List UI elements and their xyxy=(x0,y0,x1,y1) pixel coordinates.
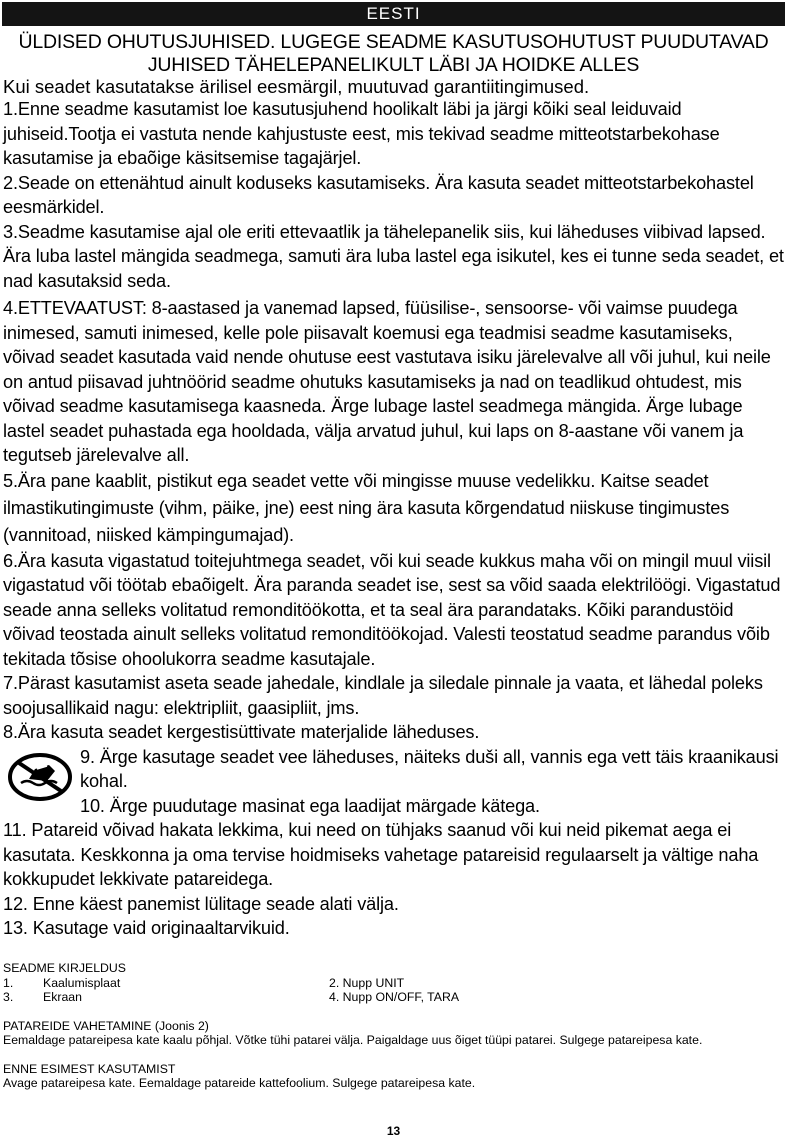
water-warning-block xyxy=(3,745,785,819)
page-number: 13 xyxy=(386,1124,401,1138)
instruction-9: 9. Ärge kasutage seadet vee läheduses, näiteks duši all, vannis ega vett täis kraanikausi kohal. xyxy=(80,746,779,791)
part-label: 2. Nupp UNIT xyxy=(329,975,405,990)
part-number: 3. xyxy=(3,990,14,1004)
instruction-1: 1.Enne seadme kasutamist loe kasutusjuhend hoolikalt läbi ja järgi kõiki seal leiduvaid juhiseid.Tootja ei vastuta nende kahjustuste eest, mis tekivad seadme mitteotstarbekohase kasutamise ja ebaõige käsitsemise tagajärjel. xyxy=(3,99,720,168)
instruction-13: 13. Kasutage vaid originaaltarvikuid. xyxy=(3,918,290,938)
product-info xyxy=(3,961,783,1091)
title-line-1: ÜLDISED OHUTUSJUHISED. LUGEGE SEADME KASUTUSOHUTUST PUUDUTAVAD xyxy=(18,31,769,53)
instruction-7: 7.Pärast kasutamist aseta seade jahedale, kindlale ja siledale pinnale ja vaata, et lähedal poleks soojusallikaid nagu: elektripliit, gaasipliit, jms. xyxy=(3,673,763,718)
first-use-section xyxy=(3,1062,783,1091)
first-use-heading: ENNE ESIMEST KASUTAMIST xyxy=(3,1061,176,1076)
instruction-12: 12. Enne käest panemist lülitage seade alati välja. xyxy=(3,893,399,914)
description-section xyxy=(3,961,783,1005)
instruction-4: 4.ETTEVAATUST: 8-aastased ja vanemad lapsed, füüsilise-, sensoorse- või vaimse puudega inimesed, samuti inimesed, kelle pole piisavalt koemusi ega teadmisi seadme kasutamiseks, võivad seadet kasutada vaid nende ohutuse eest vastutava isiku järelevalve all või juhul, kui neile on antud piisavad juhtnöörid seadme ohutuks kasutamiseks ja nad on teadlikud ohtudest, mis võivad seadme kasutamisega kaasneda. Ärge lubage lastel seadmega mängida. Ärge lubage lastel seadet puhastada ega hooldada, välja arvatud juhul, kui laps on 8-aastane või vanem ja tegutseb järelevalve all. xyxy=(3,298,771,465)
instruction-11: 11. Patareid võivad hakata lekkima, kui need on tühjaks saanud või kui neid pikemat aega ei kasutata. Keskkonna ja oma tervise hoidmiseks vahetage patareisid regulaarselt ja vältige naha kokkupudet lekkivate patareidega. xyxy=(3,820,759,889)
no-water-icon xyxy=(7,753,73,801)
warranty-note: Kui seadet kasutatakse ärilisel eesmärgil, muutuvad garantiitingimused. xyxy=(3,76,590,97)
part-label: Kaalumisplaat xyxy=(43,975,121,990)
part-number: 1. xyxy=(3,975,14,990)
instruction-5: 5.Ära pane kaablit, pistikut ega seadet vette või mingisse muuse vedelikku. Kaitse seadet ilmastikutingimuste (vihm, päike, jne) eest ning ära kasuta kõrgendatud niiskuse tingimustes (vannitoad, niisked kämpingumajad). xyxy=(3,470,730,545)
part-label: Ekraan xyxy=(43,990,82,1004)
instruction-2: 2.Seade on ettenähtud ainult koduseks kasutamiseks. Ära kasuta seadet mitteotstarbekohastel eesmärkidel. xyxy=(3,172,754,217)
language-header: EESTI xyxy=(2,2,785,26)
title-line-2: JUHISED TÄHELEPANELIKULT LÄBI JA HOIDKE ALLES xyxy=(147,54,640,76)
instruction-10: 10. Ärge puudutage masinat ega laadijat märgade kätega. xyxy=(80,795,540,816)
description-heading: SEADME KIRJELDUS xyxy=(3,961,126,975)
instruction-3: 3.Seadme kasutamise ajal ole eriti ettevaatlik ja tähelepanelik siis, kui läheduses viibivad lapsed. Ära luba lastel mängida seadmega, samuti ära luba lastel ega isikutel, kes ei tunne seda seadet, et nad kasutaksid seda. xyxy=(3,221,784,291)
part-label: 4. Nupp ON/OFF, TARA xyxy=(329,990,460,1004)
battery-heading: PATAREIDE VAHETAMINE (Joonis 2) xyxy=(3,1018,209,1033)
instruction-6: 6.Ära kasuta vigastatud toitejuhtmega seadet, või kui seade kukkus maha või on mingil muul viisil vigastatud või töötab ebaõigelt. Ära paranda seadet ise, sest sa võid saada elektrilöögi. Vigastatud seade anna selleks volitatud remonditöökotta, et ta seal ära parandataks. Kõiki parandustöid võivad teostada ainult selleks volitatud remonditöökojad. Valesti teostatud seadme parandus võib tekitada tõsise ohoolukorra seadme kasutajale. xyxy=(3,550,781,669)
first-use-text: Avage patareipesa kate. Eemaldage patareide kattefoolium. Sulgege patareipesa kate. xyxy=(3,1076,476,1090)
safety-instructions xyxy=(3,97,785,941)
instruction-8: 8.Ära kasuta seadet kergestisüttivate materjalide läheduses. xyxy=(3,722,480,742)
parts-list xyxy=(3,976,783,1005)
page-title xyxy=(0,31,787,77)
battery-text: Eemaldage patareipesa kate kaalu põhjal. Võtke tühi patarei välja. Paigaldage uus õiget tüüpi patarei. Sulgege patareipesa kate. xyxy=(3,1033,703,1047)
battery-section xyxy=(3,1019,783,1048)
